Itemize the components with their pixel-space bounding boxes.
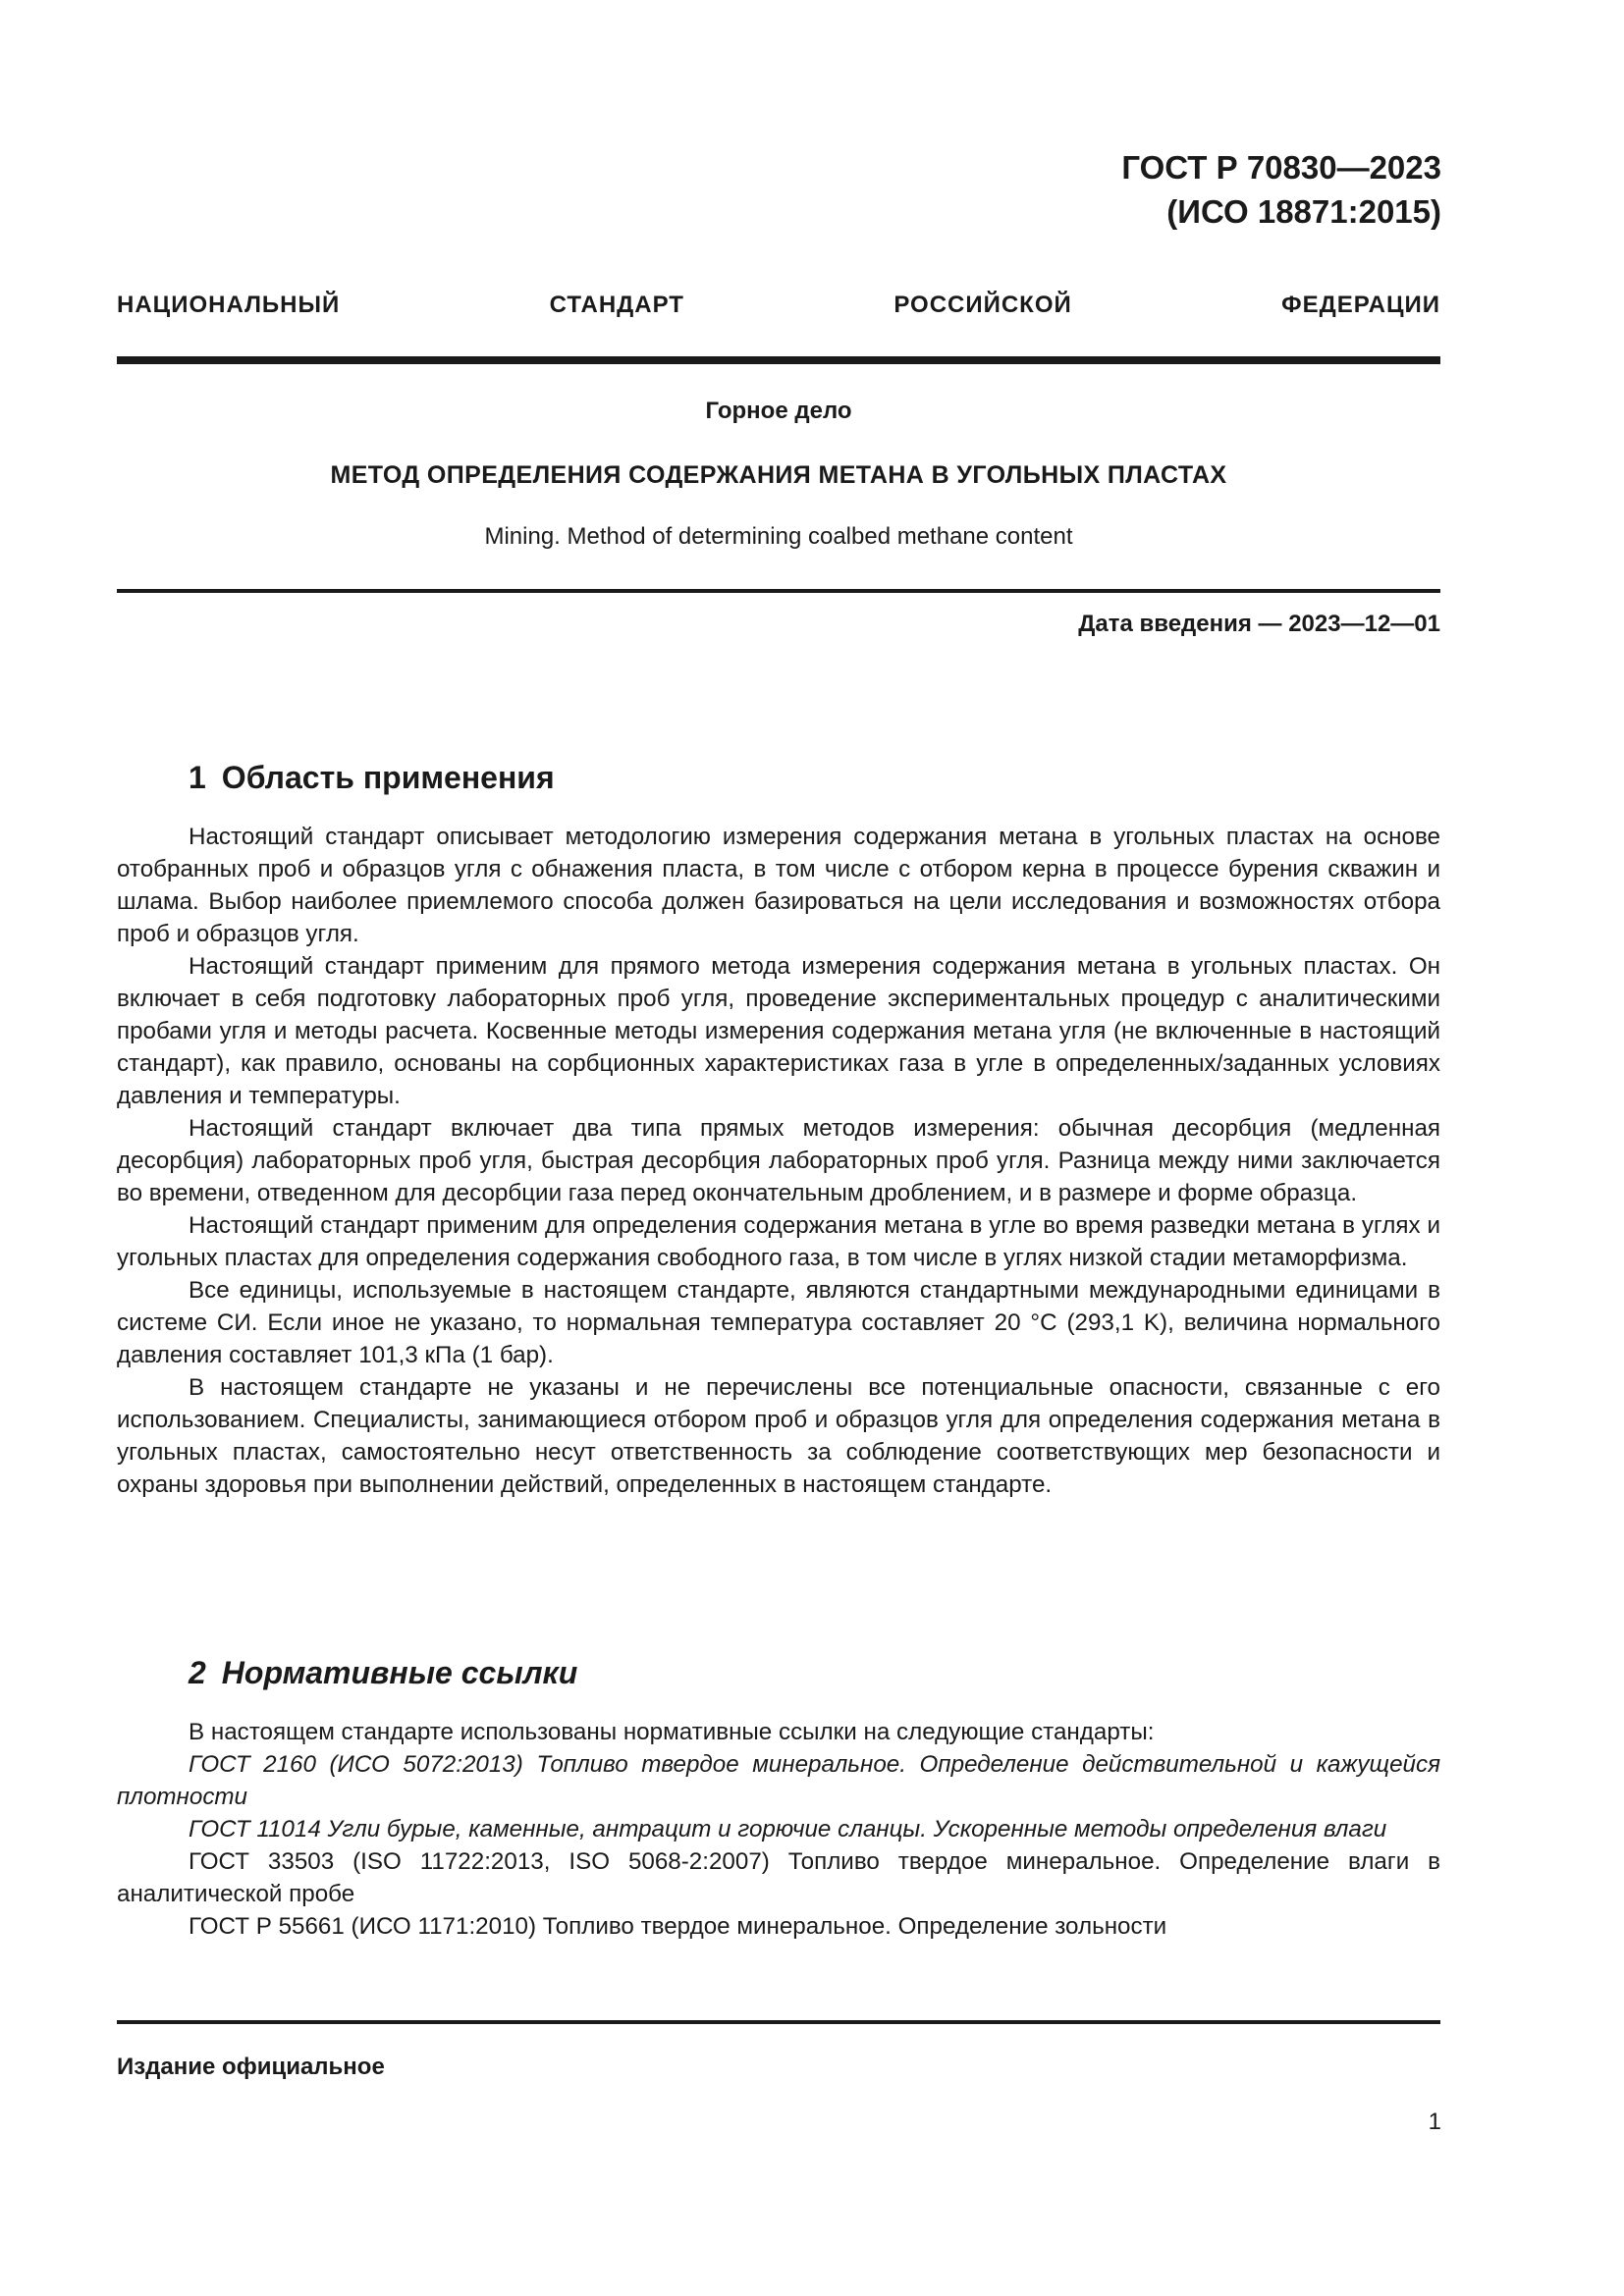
footer-divider: [117, 2020, 1440, 2024]
section-heading-scope: [189, 760, 555, 796]
reference-item: ГОСТ 11014 Угли бурые, каменные, антрацит и горючие сланцы. Ускоренные методы определения влаги: [189, 1816, 1387, 1842]
section-title: Нормативные ссылки: [221, 1655, 578, 1690]
title-divider: [117, 589, 1440, 593]
paragraph: Настоящий стандарт применим для определения содержания метана в угле во время разведки метана в углях и угольных пластах для определения содержания свободного газа, в том числе в углях низкой стадии метаморфизма.: [117, 1212, 1440, 1271]
header-divider: [117, 356, 1440, 364]
page-number: 1: [1428, 2109, 1441, 2135]
national-standard-title: НАЦИОНАЛЬНЫЙ СТАНДАРТ РОССИЙСКОЙ ФЕДЕРАЦИИ: [117, 292, 1440, 318]
references-intro: В настоящем стандарте использованы нормативные ссылки на следующие стандарты:: [189, 1719, 1155, 1745]
paragraph: Настоящий стандарт включает два типа прямых методов измерения: обычная десорбция (медленная десорбция) лабораторных проб угля, быстрая десорбция лабораторных проб угля. Разница между ними заключается во времени, отведенном для десорбции газа перед окончательным дроблением, и в размере и форме образца.: [117, 1115, 1440, 1206]
section-number: 2: [189, 1655, 206, 1690]
standard-designation: [1121, 145, 1441, 234]
official-edition-label: Издание официальное: [117, 2054, 385, 2080]
introduction-date: Дата введения — 2023—12—01: [1078, 611, 1440, 637]
reference-item: ГОСТ 33503 (ISO 11722:2013, ISO 5068-2:2007) Топливо твердое минеральное. Определение влаги в аналитической пробе: [117, 1848, 1440, 1907]
section-body-normative-references: [117, 1716, 1440, 1943]
iso-equivalent: (ИСО 18871:2015): [1166, 193, 1441, 230]
section-body-scope: [117, 821, 1440, 1501]
section-number: 1: [189, 760, 206, 795]
standard-title-en: Mining. Method of determining coalbed methane content: [484, 523, 1073, 550]
section-heading-normative-references: [189, 1655, 577, 1691]
standard-title-ru: МЕТОД ОПРЕДЕЛЕНИЯ СОДЕРЖАНИЯ МЕТАНА В УГОЛЬНЫХ ПЛАСТАХ: [330, 461, 1227, 489]
paragraph: Настоящий стандарт описывает методологию измерения содержания метана в угольных пластах на основе отобранных проб и образцов угля с обнажения пласта, в том числе с отбором керна в процессе бурения скважин и шлама. Выбор наиболее приемлемого способа должен базироваться на цели исследования и возможностях отбора проб и образцов угля.: [117, 824, 1440, 947]
standard-number: ГОСТ Р 70830—2023: [1121, 149, 1441, 186]
paragraph: В настоящем стандарте не указаны и не перечислены все потенциальные опасности, связанные с его использованием. Специалисты, занимающиеся отбором проб и образцов угля для определения содержания метана в угольных пластах, самостоятельно несут ответственность за соблюдение соответствующих мер безопасности и охраны здоровья при выполнении действий, определенных в настоящем стандарте.: [117, 1374, 1440, 1498]
paragraph: Настоящий стандарт применим для прямого метода измерения содержания метана в угольных пластах. Он включает в себя подготовку лабораторных проб угля, проведение экспериментальных процедур с аналитическими пробами угля и методы расчета. Косвенные методы измерения содержания метана угля (не включенные в настоящий стандарт), как правило, основаны на сорбционных характеристиках газа в угле в определенных/заданных условиях давления и температуры.: [117, 953, 1440, 1109]
reference-item: ГОСТ Р 55661 (ИСО 1171:2010) Топливо твердое минеральное. Определение зольности: [189, 1913, 1167, 1940]
reference-item: ГОСТ 2160 (ИСО 5072:2013) Топливо твердое минеральное. Определение действительной и кажущейся плотности: [117, 1751, 1440, 1810]
subject-area: Горное дело: [705, 398, 852, 424]
section-title: Область применения: [221, 760, 555, 795]
paragraph: Все единицы, используемые в настоящем стандарте, являются стандартными международными единицами в системе СИ. Если иное не указано, то нормальная температура составляет 20 °С (293,1 K), величина нормального давления составляет 101,3 кПа (1 бар).: [117, 1277, 1440, 1368]
